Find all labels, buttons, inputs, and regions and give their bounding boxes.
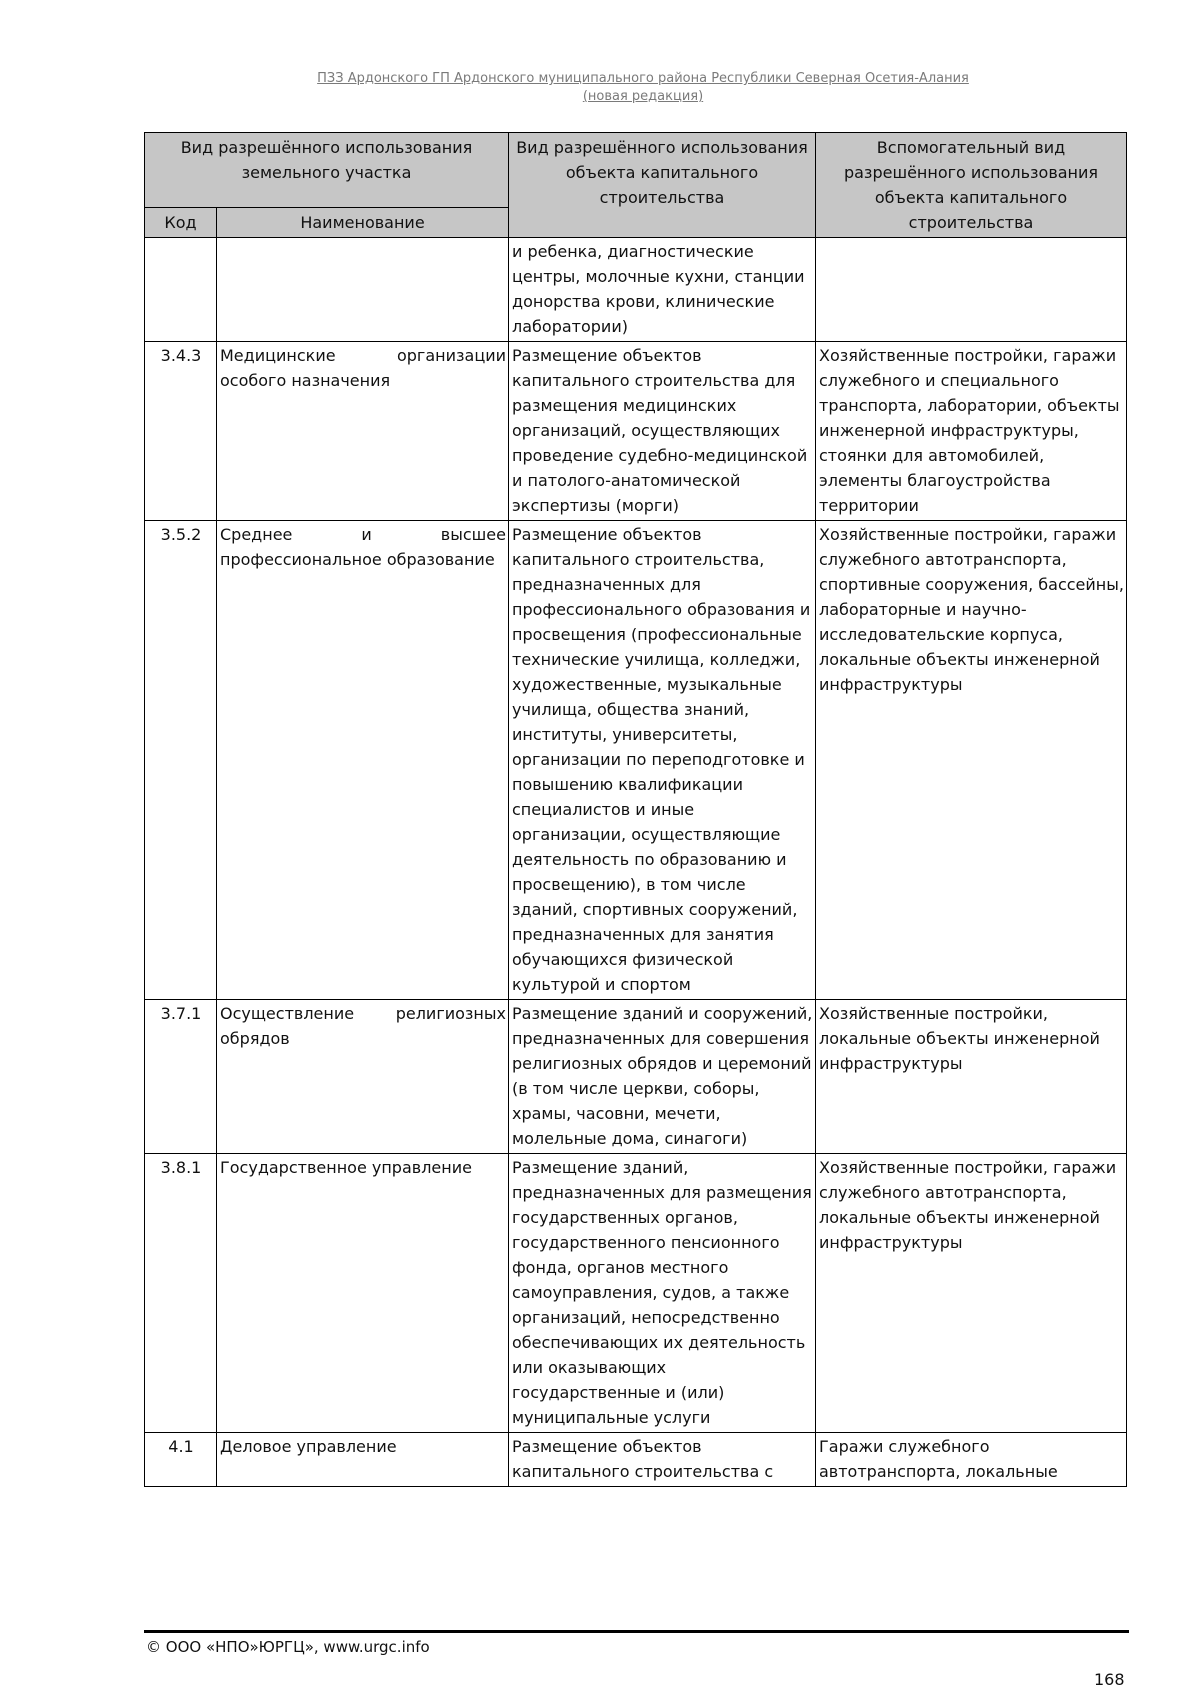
- row-name: Государственное управление: [217, 1154, 509, 1433]
- table-row: [145, 521, 1127, 1000]
- header-code: Код: [145, 208, 217, 238]
- row-name: [217, 342, 509, 521]
- header-line-1: ПЗЗ Ардонского ГП Ардонского муниципального района Республики Северная Осетия-Алания: [317, 71, 969, 86]
- row-code: [145, 238, 217, 342]
- row-name: [217, 521, 509, 1000]
- header-land-use-group: Вид разрешённого использования земельного участка: [145, 133, 509, 208]
- row-name: Деловое управление: [217, 1433, 509, 1487]
- row-name-first-line: Медицинские организации: [220, 346, 506, 365]
- row-oks: Размещение объектов капитального строительства для размещения медицинских организаций, осуществляющих проведение судебно-медицинской и патолого-анатомической экспертизы (морги): [509, 342, 816, 521]
- row-oks: Размещение объектов капитального строительства, предназначенных для профессионального образования и просвещения (профессиональные технические училища, колледжи, художественные, музыкальные училища, общества знаний, институты, университеты, организации по переподготовке и повышению квалификации специалистов и иные организации, осуществляющие деятельность по образованию и просвещению), в том числе зданий, спортивных сооружений, предназначенных для занятия обучающихся физической культурой и спортом: [509, 521, 816, 1000]
- page-header: [0, 70, 1200, 106]
- land-use-table: [144, 132, 1127, 1487]
- row-name-first-line: Осуществление религиозных: [220, 1004, 506, 1023]
- table-header-row-1: [145, 133, 1127, 208]
- row-oks: и ребенка, диагностические центры, молочные кухни, станции донорства крови, клинические лаборатории): [509, 238, 816, 342]
- header-line-2: (новая редакция): [582, 89, 704, 104]
- header-auxiliary-type: Вспомогательный вид разрешённого использования объекта капитального строительства: [816, 133, 1127, 238]
- row-aux: Хозяйственные постройки, гаражи служебного автотранспорта, спортивные сооружения, бассейны, лабораторные и научно-исследовательские корпуса, локальные объекты инженерной инфраструктуры: [816, 521, 1127, 1000]
- header-name: Наименование: [217, 208, 509, 238]
- row-aux: [816, 238, 1127, 342]
- table-row: [145, 238, 1127, 342]
- table-row: [145, 1154, 1127, 1433]
- row-name-rest: особого назначения: [220, 371, 391, 390]
- row-oks: Размещение зданий и сооружений, предназначенных для совершения религиозных обрядов и церемоний (в том числе церкви, соборы, храмы, часовни, мечети, молельные дома, синагоги): [509, 1000, 816, 1154]
- row-aux: Хозяйственные постройки, гаражи служебного автотранспорта, локальные объекты инженерной инфраструктуры: [816, 1154, 1127, 1433]
- copyright: © ООО «НПО»ЮРГЦ», www.urgc.info: [146, 1638, 430, 1656]
- row-name: [217, 238, 509, 342]
- row-name-rest: обрядов: [220, 1029, 290, 1048]
- row-oks: Размещение объектов капитального строительства с: [509, 1433, 816, 1487]
- row-code: 3.4.3: [145, 342, 217, 521]
- row-aux: Гаражи служебного автотранспорта, локальные: [816, 1433, 1127, 1487]
- row-code: 3.5.2: [145, 521, 217, 1000]
- header-oks-type: Вид разрешённого использования объекта капитального строительства: [509, 133, 816, 238]
- row-code: 3.8.1: [145, 1154, 217, 1433]
- footer-divider: [144, 1630, 1129, 1633]
- page-number: 168: [1094, 1670, 1125, 1689]
- row-oks: Размещение зданий, предназначенных для размещения государственных органов, государственного пенсионного фонда, органов местного самоуправления, судов, а также организаций, непосредственно обеспечивающих их деятельность или оказывающих государственные и (или) муниципальные услуги: [509, 1154, 816, 1433]
- table-row: [145, 1433, 1127, 1487]
- table-row: [145, 342, 1127, 521]
- row-code: 4.1: [145, 1433, 217, 1487]
- row-name-rest: профессиональное образование: [220, 550, 495, 569]
- row-aux: Хозяйственные постройки, локальные объекты инженерной инфраструктуры: [816, 1000, 1127, 1154]
- row-code: 3.7.1: [145, 1000, 217, 1154]
- row-name: [217, 1000, 509, 1154]
- table-row: [145, 1000, 1127, 1154]
- row-name-first-line: Среднее и высшее: [220, 525, 506, 544]
- row-aux: Хозяйственные постройки, гаражи служебного и специального транспорта, лаборатории, объекты инженерной инфраструктуры, стоянки для автомобилей, элементы благоустройства территории: [816, 342, 1127, 521]
